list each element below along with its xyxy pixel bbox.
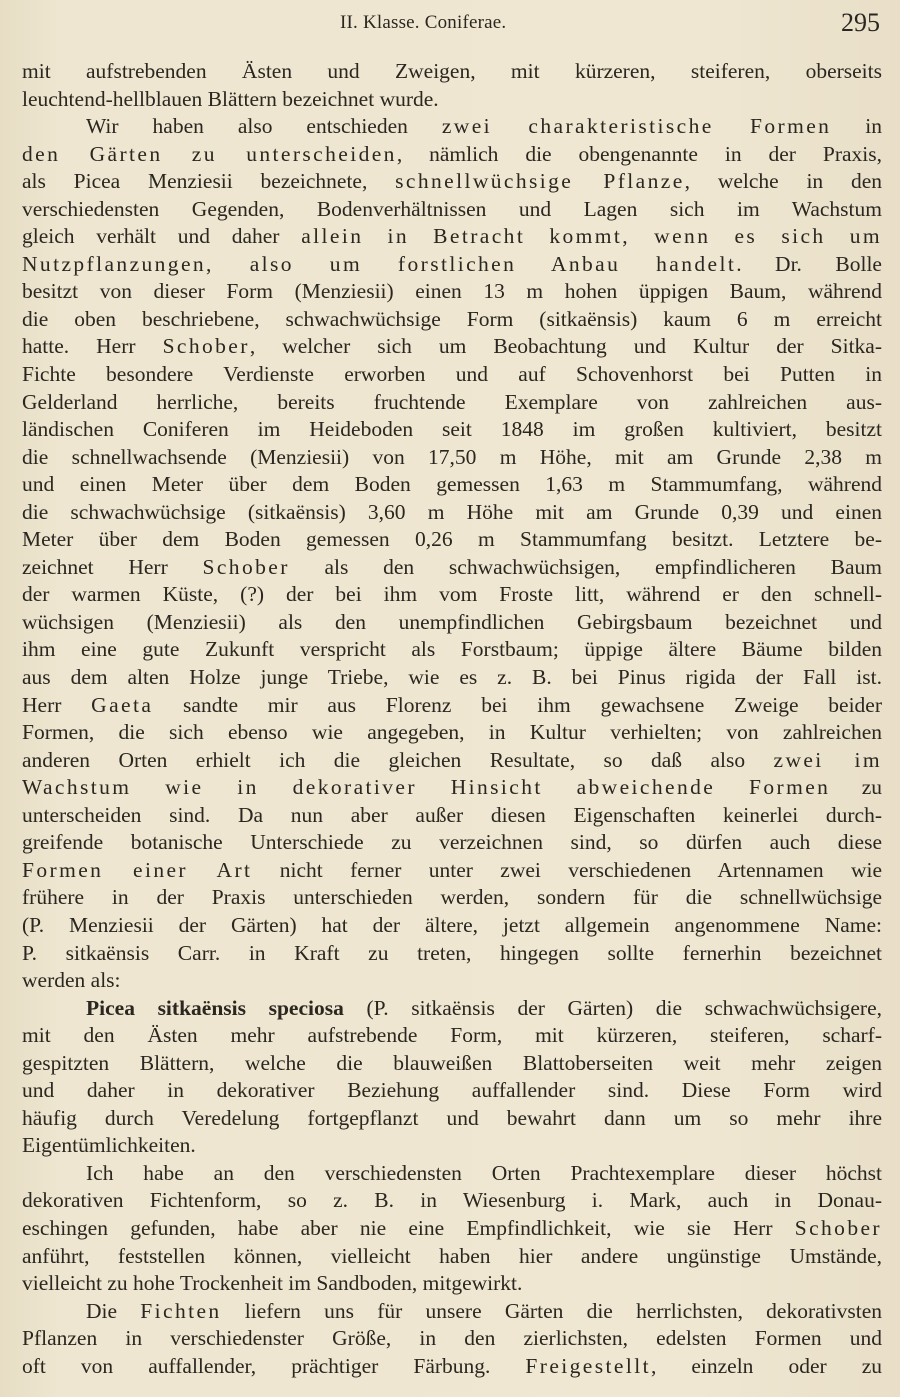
page-header	[0, 8, 900, 40]
spaced-emphasis: zwei im	[773, 747, 882, 772]
spaced-emphasis: allein in Betracht kommt, wenn es sich um	[301, 224, 882, 249]
text-line: eschingen gefunden, habe aber nie eine Empfindlichkeit, wie sie Herr Schober	[22, 1215, 882, 1240]
page-number: 295	[841, 8, 880, 37]
text-line: die schnellwachsende (Menziesii) von 17,50 m Höhe, mit am Grunde 2,38 m	[22, 444, 882, 469]
text-line: Fichte besondere Verdienste erworben und auf Schovenhorst bei Putten in	[22, 362, 882, 387]
text-line: Eigentümlichkeiten.	[22, 1133, 196, 1158]
spaced-emphasis: Nutzpflanzungen, also um forstlichen Anbau handelt	[22, 251, 737, 276]
text-line: und einen Meter über dem Boden gemessen 1,63 m Stammumfang, während	[22, 472, 882, 497]
text-line: zeichnet Herr Schober als den schwachwüchsigen, empfindlicheren Baum	[22, 554, 882, 579]
text-line: P. sitkaënsis Carr. in Kraft zu treten, hingegen sollte fernerhin bezeichnet	[22, 940, 882, 965]
paragraph-start-line: Picea sitkaënsis speciosa (P. sitkaënsis der Gärten) die schwachwüchsigere,	[86, 995, 882, 1020]
text-line: Formen einer Art nicht ferner unter zwei verschiedenen Artennamen wie	[22, 857, 882, 882]
text-line: den Gärten zu unterscheiden, nämlich die obengenannte in der Praxis,	[22, 141, 883, 166]
text-line: anderen Orten erhielt ich die gleichen Resultate, so daß also zwei im	[22, 747, 882, 772]
spaced-emphasis: den Gärten zu unterscheiden	[22, 141, 397, 166]
text-line: anführt, feststellen können, vielleicht haben hier andere ungünstige Umstände,	[22, 1243, 882, 1268]
text-line: die schwachwüchsige (sitkaënsis) 3,60 m Höhe mit am Grunde 0,39 und einen	[22, 499, 882, 524]
paragraph-start-line: Die Fichten liefern uns für unsere Gärten die herrlichsten, dekorativsten	[86, 1298, 882, 1323]
paragraph-start-line: Wir haben also entschieden zwei charakteristische Formen in	[86, 114, 882, 139]
text-line: ländischen Coniferen im Heideboden seit 1848 im großen kultiviert, besitzt	[22, 417, 882, 442]
text-line: besitzt von dieser Form (Menziesii) einen 13 m hohen üppigen Baum, während	[22, 279, 882, 304]
text-line: der warmen Küste, (?) der bei ihm vom Froste litt, während er den schnell-	[22, 582, 882, 607]
text-line: dekorativen Fichtenform, so z. B. in Wiesenburg i. Mark, auch in Donau-	[22, 1188, 882, 1213]
spaced-emphasis: Freigestellt	[525, 1353, 651, 1378]
text-line: hatte. Herr Schober, welcher sich um Beobachtung und Kultur der Sitka-	[22, 334, 883, 359]
spaced-emphasis: Schober	[162, 334, 250, 359]
text-line: Pflanzen in verschiedenster Größe, in den zierlichsten, edelsten Formen und	[22, 1326, 882, 1351]
text-line: wüchsigen (Menziesii) als den unempfindlichen Gebirgsbaum bezeichnet und	[22, 609, 882, 634]
text-line: greifende botanische Unterschiede zu verzeichnen sind, so dürfen auch diese	[22, 830, 882, 855]
spaced-emphasis: zwei charakteristische Formen	[441, 114, 832, 139]
spaced-emphasis: Fichten	[140, 1298, 222, 1323]
spaced-emphasis: Formen einer Art	[22, 857, 253, 882]
species-name: Picea sitkaënsis speciosa	[86, 995, 344, 1020]
body-text	[22, 58, 882, 1380]
text-line: Gelderland herrliche, bereits fruchtende Exemplare von zahlreichen aus-	[22, 389, 882, 414]
spaced-emphasis: schnellwüchsige Pflanze	[395, 169, 685, 194]
text-line: (P. Menziesii der Gärten) hat der ältere, jetzt allgemein angenommene Name:	[22, 912, 882, 937]
text-line: werden als:	[22, 968, 121, 993]
text-line: häufig durch Veredelung fortgepflanzt und bewahrt dann um so mehr ihre	[22, 1105, 882, 1130]
text-line: unterscheiden sind. Da nun aber außer diesen Eigenschaften keinerlei durch-	[22, 802, 882, 827]
text-line: ihm eine gute Zukunft verspricht als Forstbaum; üppige ältere Bäume bilden	[22, 637, 882, 662]
spaced-emphasis: Schober	[202, 554, 290, 579]
text-line: Nutzpflanzungen, also um forstlichen Anbau handelt. Dr. Bolle	[22, 251, 882, 276]
spaced-emphasis: Schober	[794, 1215, 882, 1240]
text-line: aus dem alten Holze junge Triebe, wie es z. B. bei Pinus rigida der Fall ist.	[22, 665, 882, 690]
text-line: die oben beschriebene, schwachwüchsige Form (sitkaënsis) kaum 6 m erreicht	[22, 306, 882, 331]
text-line: gleich verhält und daher allein in Betracht kommt, wenn es sich um	[22, 224, 882, 249]
paragraph-start-line: Ich habe an den verschiedensten Orten Prachtexemplare dieser höchst	[86, 1160, 882, 1185]
text-line: vielleicht zu hohe Trockenheit im Sandboden, mitgewirkt.	[22, 1271, 523, 1296]
text-line: mit den Ästen mehr aufstrebende Form, mit kürzeren, steiferen, scharf-	[22, 1023, 882, 1048]
text-line: Meter über dem Boden gemessen 0,26 m Stammumfang besitzt. Letztere be-	[22, 527, 882, 552]
text-line: Formen, die sich ebenso wie angegeben, in Kultur verhielten; von zahlreichen	[22, 720, 882, 745]
text-line: als Picea Menziesii bezeichnete, schnellwüchsige Pflanze, welche in den	[22, 169, 882, 194]
text-line: gespitzten Blättern, welche die blauweißen Blattoberseiten weit mehr zeigen	[22, 1050, 882, 1075]
text-line: frühere in der Praxis unterschieden werden, sondern für die schnellwüchsige	[22, 885, 882, 910]
text-line: Wachstum wie in dekorativer Hinsicht abweichende Formen zu	[22, 775, 882, 800]
text-line: verschiedensten Gegenden, Bodenverhältnissen und Lagen sich im Wachstum	[22, 196, 882, 221]
text-line: und daher in dekorativer Beziehung auffallender sind. Diese Form wird	[22, 1078, 882, 1103]
running-head: II. Klasse. Coniferae.	[340, 12, 507, 33]
text-line: Herr Gaeta sandte mir aus Florenz bei ihm gewachsene Zweige beider	[22, 692, 883, 717]
spaced-emphasis: Wachstum wie in dekorativer Hinsicht abweichende Formen	[22, 775, 831, 800]
text-line: mit aufstrebenden Ästen und Zweigen, mit kürzeren, steiferen, oberseits	[22, 59, 882, 83]
text-line: oft von auffallender, prächtiger Färbung. Freigestellt, einzeln oder zu	[22, 1353, 882, 1378]
spaced-emphasis: Gaeta	[91, 692, 154, 717]
text-line: leuchtend-hellblauen Blättern bezeichnet wurde.	[22, 86, 439, 111]
